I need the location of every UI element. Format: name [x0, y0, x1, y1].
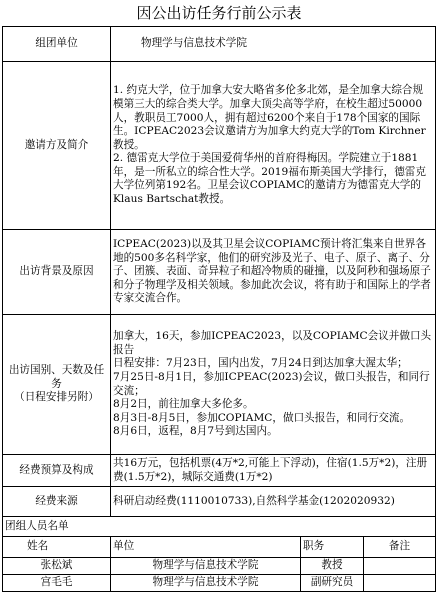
schedule-label-sub: （日程安排另附）: [14, 391, 99, 404]
background-value: ICPEAC(2023)以及其卫星会议COPIAMC预计将汇集来自世界各地的500多名科学家，他们的研究涉及光子、电子、原子、离子、分子、团簇、表面、奇异粒子和超冷物质的碰撞，以及阿秒和强场原子和分子物理学及相关领域。参加此次会议，将有助于和国际上的学者专家交流合作。: [111, 230, 436, 315]
inviter-paragraph-1: 1. 约克大学，位于加拿大安大略省多伦多北郊，是全加拿大综合规模第三大的综合类大学。加拿大顶尖高等学府，在校生超过50000人，教职员工7000人，拥有超过6200个来自于178个国家的国际生。ICPEAC2023会议邀请方为加拿大约克大学的Tom Kirchner教授。: [113, 84, 426, 151]
disclosure-table: [2, 26, 436, 592]
member-unit: 物理学与信息技术学院: [111, 558, 301, 575]
schedule-value: [111, 315, 436, 455]
member-name: 宫毛毛: [3, 575, 111, 592]
background-label: 出访背景及原因: [3, 230, 111, 315]
schedule-row: [3, 315, 436, 455]
inviter-row: [3, 62, 436, 230]
inviter-label: 邀请方及简介: [3, 62, 111, 230]
members-header-unit: 单位: [111, 537, 301, 558]
schedule-label-main: 出访国别、天数及任务: [8, 364, 105, 390]
page-title: 因公出访任务行前公示表: [136, 4, 302, 22]
members-header-name: 姓名: [3, 537, 111, 558]
member-row: [3, 558, 436, 575]
schedule-line-6: 8月6日，返程，8月7号到达国内。: [113, 425, 278, 438]
funding-value: 科研启动经费(1110010733),自然科学基金(1202020932): [111, 487, 436, 517]
schedule-line-2: 日程安排：7月23日，国内出发，7月24日到达加拿大渥太华；: [113, 357, 408, 370]
org-value: 物理学与信息技术学院: [111, 27, 436, 62]
members-header-position: 职务: [301, 537, 364, 558]
members-header-note: 备注: [364, 537, 436, 558]
member-unit: 物理学与信息技术学院: [111, 575, 301, 592]
members-section-label: 团组人员名单: [3, 517, 436, 537]
budget-row: [3, 455, 436, 487]
schedule-line-3: 7月25日-8月1日，参加ICPEAC(2023)会议，做口头报告，和同行交流；: [113, 370, 430, 397]
funding-label: 经费来源: [3, 487, 111, 517]
budget-label: 经费预算及构成: [3, 455, 111, 487]
org-row: [3, 27, 436, 62]
schedule-line-5: 8月3日-8月5日，参加COPIAMC，做口头报告，和同行交流。: [113, 411, 411, 424]
schedule-label: [3, 315, 111, 455]
member-name: 张松斌: [3, 558, 111, 575]
inviter-value: [111, 62, 436, 230]
inviter-paragraph-2: 2. 德雷克大学位于美国爱荷华州的首府得梅因。学院建立于1881年，是一所私立的综合性大学。2019福布斯美国大学排行，德雷克大学位列第192名。卫星会议COPIAMC的邀请方为德雷克大学的Klaus Bartschat教授。: [113, 152, 426, 206]
member-position: 副研究员: [301, 575, 364, 592]
org-label: 组团单位: [3, 27, 111, 62]
member-note: [364, 558, 436, 575]
schedule-line-1: 加拿大，16天，参加ICPEAC2023，以及COPIAMC会议并做口头报告: [113, 330, 432, 356]
funding-row: [3, 487, 436, 517]
members-header-row: [3, 537, 436, 558]
member-row: [3, 575, 436, 592]
member-note: [364, 575, 436, 592]
background-row: [3, 230, 436, 315]
member-position: 教授: [301, 558, 364, 575]
budget-value: 共16万元，包括机票(4万*2,可能上下浮动)，住宿(1.5万*2)，注册费(1.5万*2)，城际交通费(1万*2): [111, 455, 436, 487]
members-section-row: [3, 517, 436, 537]
schedule-line-4: 8月2日，前往加拿大多伦多。: [113, 398, 254, 411]
